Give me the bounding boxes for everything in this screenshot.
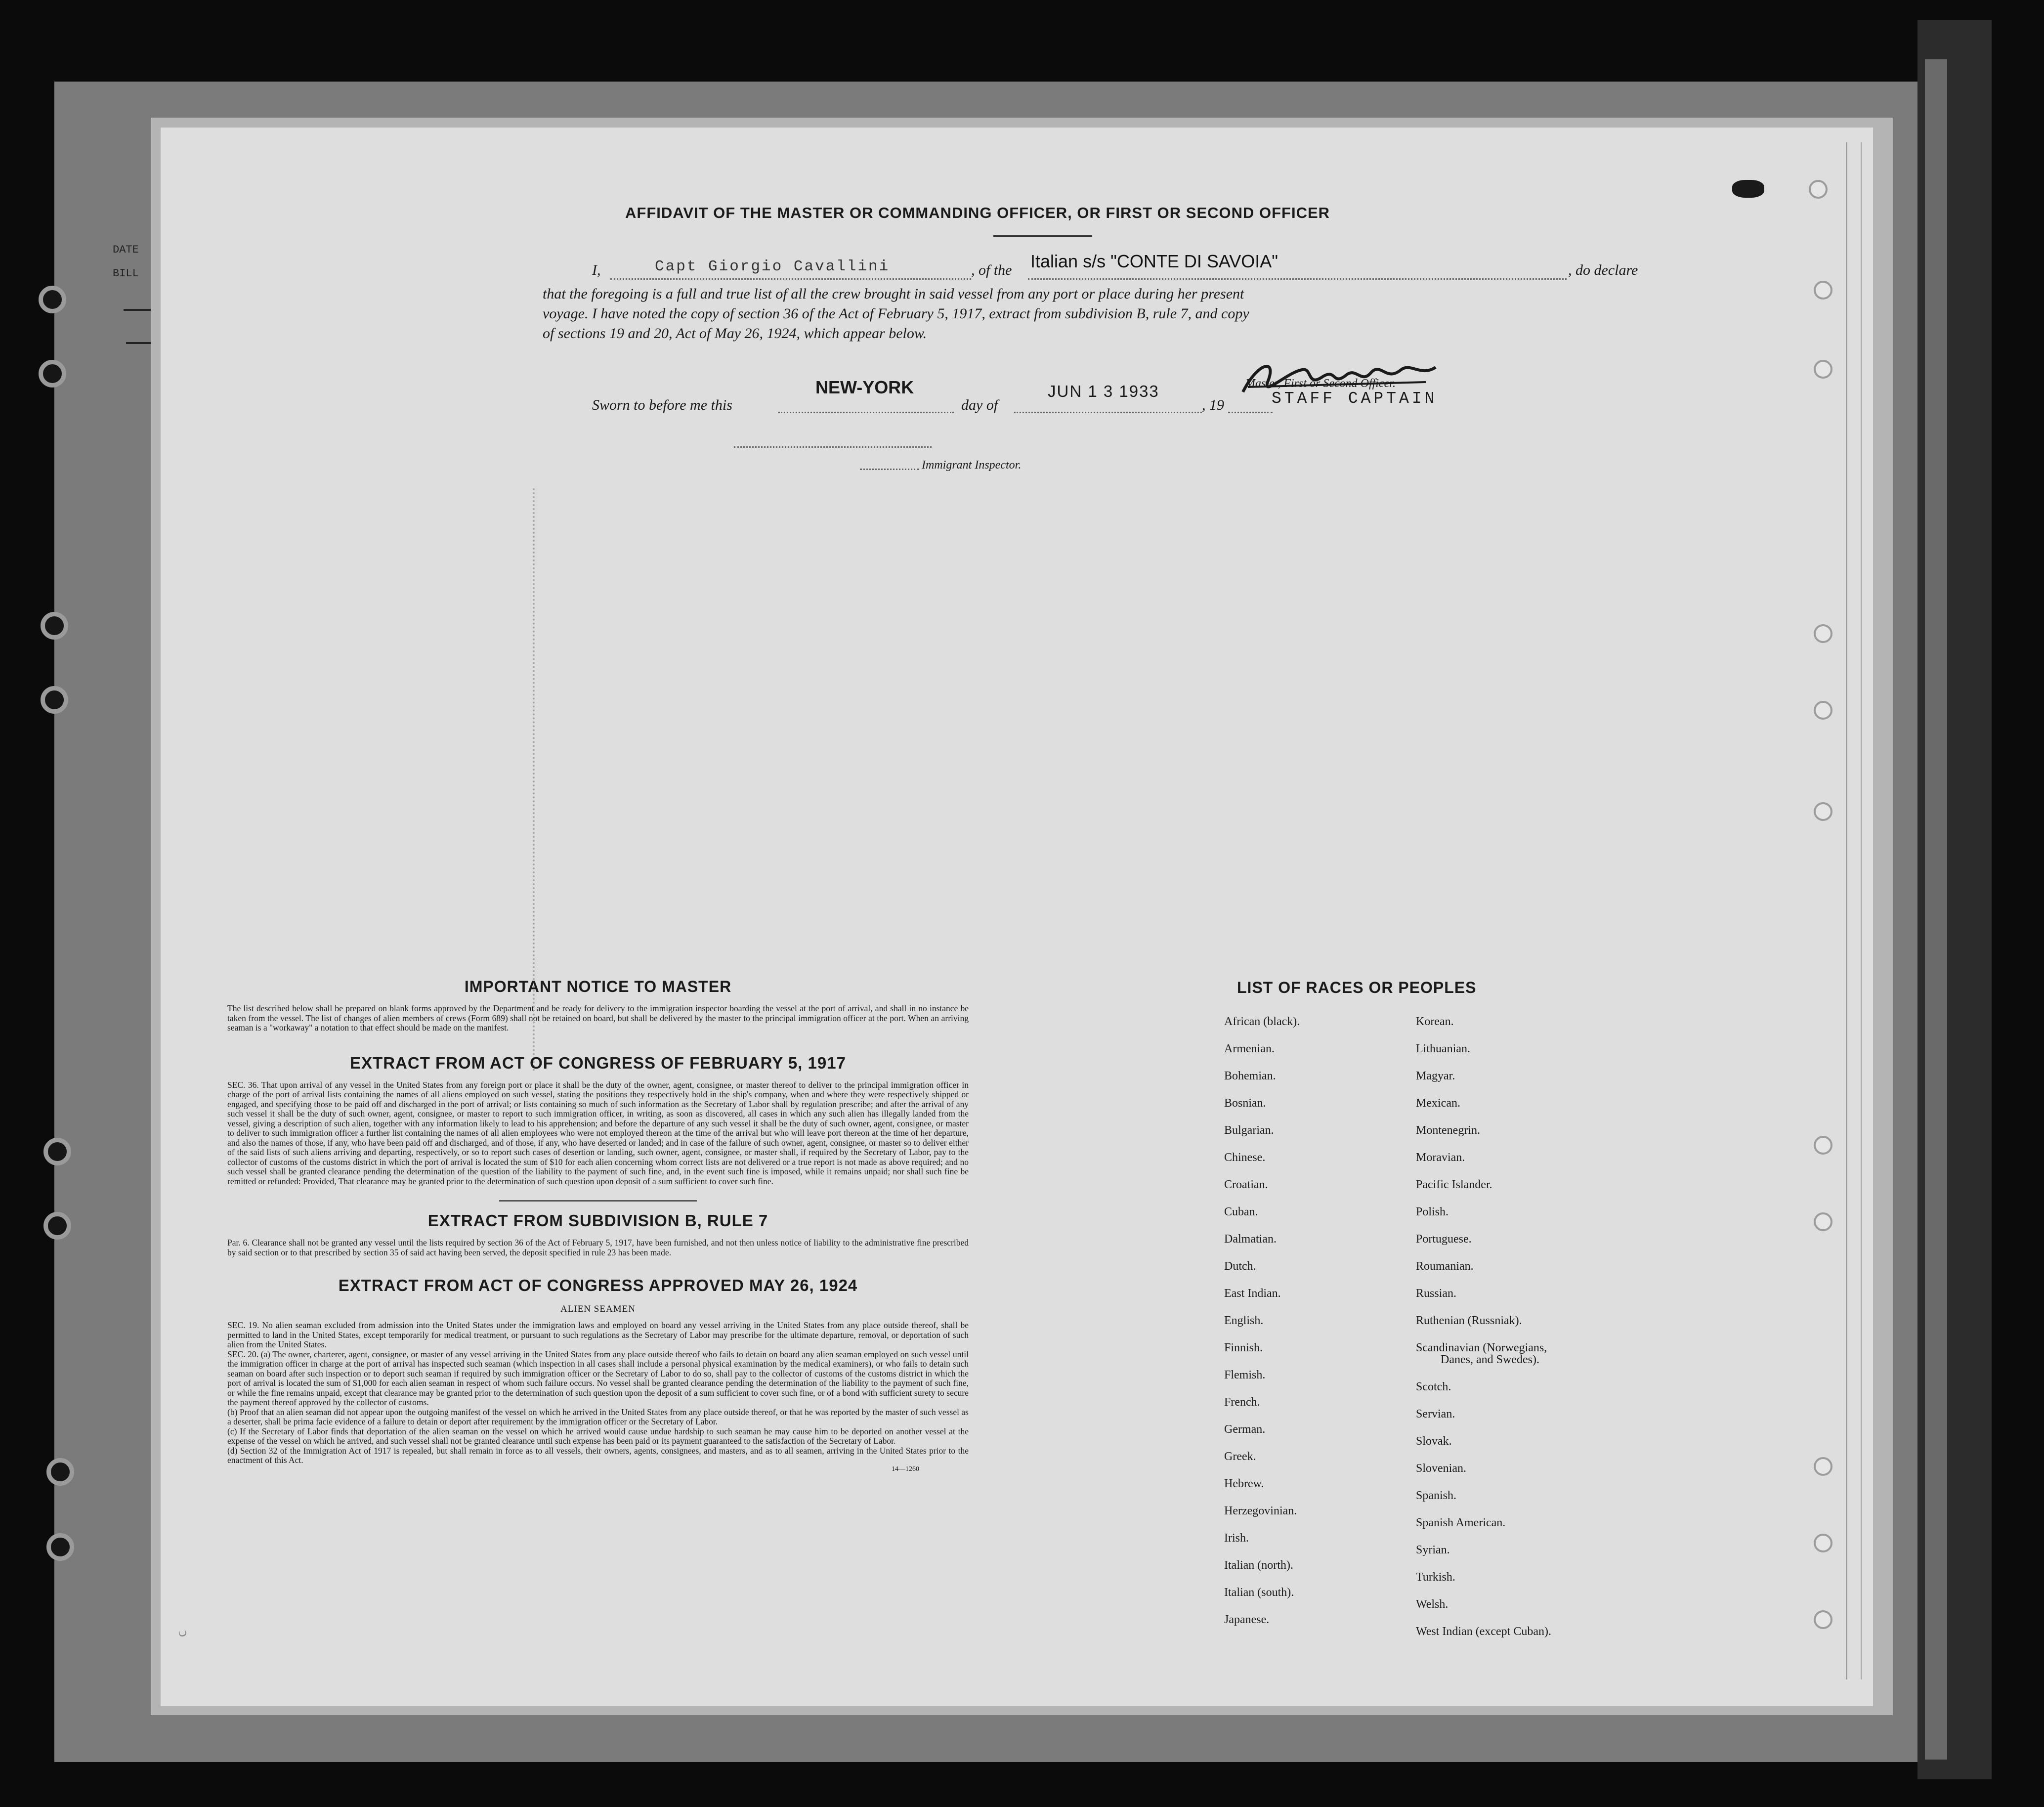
page-hole — [1814, 1610, 1832, 1629]
race-item: Bulgarian. — [1224, 1124, 1274, 1137]
race-item: Syrian. — [1416, 1544, 1450, 1556]
page-hole — [1814, 1534, 1832, 1552]
sworn-label: Sworn to before me this — [592, 397, 732, 413]
race-item: Mexican. — [1416, 1097, 1460, 1110]
binder-hole — [43, 1212, 71, 1240]
race-item: Turkish. — [1416, 1571, 1455, 1584]
race-item: Roumanian. — [1416, 1260, 1474, 1273]
race-item: Russian. — [1416, 1287, 1457, 1300]
date-stamp: JUN 1 3 1933 — [1048, 382, 1159, 400]
extract-1924-title: EXTRACT FROM ACT OF CONGRESS APPROVED MAY 26, 1924 — [338, 1276, 858, 1294]
binding-strip — [1925, 59, 1947, 1760]
race-item: Italian (south). — [1224, 1586, 1294, 1599]
year-line — [1228, 412, 1273, 413]
binder-hole — [46, 1458, 74, 1486]
extract-1924-subtitle: ALIEN SEAMEN — [560, 1304, 636, 1314]
race-item: Servian. — [1416, 1408, 1455, 1420]
declare-label: , do declare — [1568, 262, 1638, 278]
page-hole — [1814, 281, 1832, 300]
page-edge-line — [1846, 142, 1847, 1679]
sec20b-text: (b) Proof that an alien seaman did not appear upon the outgoing manifest of the vessel on which he arrived in the United States from any place outside thereof, or that he was reported by the master of such vessel as a deserter, shall be prima facie evidence of a failure to detain or deport after requirement by the immigration officer or the Secretary of Labor. — [227, 1407, 969, 1426]
race-item: Polish. — [1416, 1205, 1449, 1218]
extract-rule7-text: Par. 6. Clearance shall not be granted any vessel until the lists required by section 36 of the Act of February 5, 1917, have been furnished, and not then unless notice of liability to the administrative fine prescribed by said section or to that prescribed by section 35 of said act having been served, the deposit specified in rule 23 has been made. — [227, 1238, 969, 1257]
binder-hole — [39, 286, 66, 313]
race-item: Greek. — [1224, 1450, 1256, 1463]
race-item: West Indian (except Cuban). — [1416, 1625, 1551, 1638]
race-item: Armenian. — [1224, 1042, 1275, 1055]
race-item: East Indian. — [1224, 1287, 1281, 1300]
signature-caption: Master, First or Second Officer. — [1245, 377, 1396, 390]
race-item: Scotch. — [1416, 1380, 1451, 1393]
margin-rule — [124, 309, 153, 311]
race-item: Irish. — [1224, 1532, 1249, 1545]
race-item: Bohemian. — [1224, 1070, 1276, 1082]
race-item: Dalmatian. — [1224, 1233, 1277, 1246]
race-item: Spanish. — [1416, 1489, 1457, 1502]
title-rule — [993, 235, 1092, 237]
race-item: Welsh. — [1416, 1598, 1448, 1611]
race-item: African (black). — [1224, 1015, 1300, 1028]
page-edge-line — [1861, 142, 1862, 1679]
race-item: Japanese. — [1224, 1613, 1270, 1626]
race-item: Portuguese. — [1416, 1233, 1472, 1246]
binder-hole — [39, 360, 66, 387]
race-item: Magyar. — [1416, 1070, 1455, 1082]
race-item: Danes, and Swedes). — [1441, 1353, 1539, 1366]
race-item: Slovak. — [1416, 1435, 1452, 1448]
margin-note-bill: BILL — [113, 267, 139, 280]
race-item: Flemish. — [1224, 1369, 1266, 1381]
page-hole — [1814, 1136, 1832, 1155]
inspector-signature-line — [734, 446, 932, 448]
affidavit-prefix: I, — [592, 262, 601, 278]
race-item: Croatian. — [1224, 1178, 1268, 1191]
margin-note — [113, 238, 139, 286]
race-item: German. — [1224, 1423, 1266, 1436]
year-label: , 19 — [1202, 397, 1224, 413]
binder-hole — [41, 686, 68, 714]
margin-note-date: DATE — [113, 244, 139, 256]
sec19-text: SEC. 19. No alien seaman excluded from admission into the United States under the immigration laws and employed on board any vessel arriving in the United States from any place outside thereof, shall be permitted to land in the United States, except temporarily for medical treatment, or pursuant to such regulations as the Secretary of Labor may prescribe for the ultimate departure, removal, or deportation of such alien from the United States. — [227, 1320, 969, 1349]
vessel-stamp: Italian s/s "CONTE DI SAVOIA" — [1030, 251, 1278, 271]
extract-rule7-title: EXTRACT FROM SUBDIVISION B, RULE 7 — [427, 1211, 768, 1230]
sworn-line — [778, 412, 954, 413]
race-item: Lithuanian. — [1416, 1042, 1470, 1055]
inspector-caption-line — [860, 469, 919, 470]
race-item: Moravian. — [1416, 1151, 1465, 1164]
race-item: Finnish. — [1224, 1341, 1263, 1354]
page-hole — [1814, 1457, 1832, 1476]
officer-name: Capt Giorgio Cavallini — [655, 258, 890, 275]
race-item: Slovenian. — [1416, 1462, 1466, 1475]
binder-hole — [41, 612, 68, 640]
race-item: Korean. — [1416, 1015, 1454, 1028]
page-hole — [1814, 701, 1832, 720]
affidavit-body-line2: voyage. I have noted the copy of section 36 of the Act of February 5, 1917, extract from subdivision B, rule 7, and copy — [543, 305, 1249, 322]
race-item: Chinese. — [1224, 1151, 1266, 1164]
form-number: 14—1260 — [892, 1465, 919, 1473]
sec20c-text: (c) If the Secretary of Labor finds that deportation of the alien seaman on the vessel on which he arrived would cause undue hardship to such seaman he may cause him to be deported on another vessel at the expense of the vessel on which he arrived, and such vessel shall not be granted clearance until such expense has been paid or its payment guaranteed to the satisfaction of the Secretary of Labor. — [227, 1426, 969, 1446]
inspector-caption: Immigrant Inspector. — [922, 459, 1022, 472]
race-item: Pacific Islander. — [1416, 1178, 1492, 1191]
of-the-label: , of the — [971, 262, 1012, 278]
race-item: Cuban. — [1224, 1205, 1258, 1218]
race-item: Montenegrin. — [1416, 1124, 1480, 1137]
page-hole — [1814, 802, 1832, 821]
page-hole — [1814, 360, 1832, 379]
race-item: Herzegovinian. — [1224, 1505, 1297, 1517]
page-hole — [1809, 180, 1828, 199]
staff-captain-stamp: STAFF CAPTAIN — [1272, 389, 1438, 408]
race-item: Hebrew. — [1224, 1477, 1264, 1490]
page-hole — [1814, 1212, 1832, 1231]
page-hole — [1814, 624, 1832, 643]
binder-hole — [43, 1138, 71, 1165]
section-rule — [499, 1200, 697, 1202]
affidavit-title: AFFIDAVIT OF THE MASTER OR COMMANDING OFFICER, OR FIRST OR SECOND OFFICER — [625, 204, 1330, 221]
sec20d-text: (d) Section 32 of the Immigration Act of 1917 is repealed, but shall remain in force as to all vessels, their owners, agents, consignees, and masters, and as to all seamen, arriving in the United States prior to the enactment of this Act. — [227, 1445, 969, 1465]
notice-text: The list described below shall be prepared on blank forms approved by the Department and be ready for delivery to the immigration inspector boarding the vessel at the port of arrival, and shall in no instance be taken from the vessel. The list of changes of alien members of crews (Form 689) shall not be retained on board, but shall be delivered by the master to the principal immigration officer at the port. When an arriving seaman is a "workaway" a notation to that effect should be made on the manifest. — [227, 1003, 969, 1033]
race-item: Ruthenian (Russniak). — [1416, 1314, 1522, 1327]
race-item: Bosnian. — [1224, 1097, 1266, 1110]
manifest-page — [161, 128, 1873, 1706]
notice-section — [227, 978, 969, 1473]
ink-blot — [1732, 180, 1764, 198]
notice-title: IMPORTANT NOTICE TO MASTER — [464, 978, 732, 995]
extract-1917-title: EXTRACT FROM ACT OF CONGRESS OF FEBRUARY 5, 1917 — [350, 1053, 846, 1072]
race-item: English. — [1224, 1314, 1264, 1327]
race-item: French. — [1224, 1396, 1260, 1409]
affidavit-body-line3: of sections 19 and 20, Act of May 26, 1924, which appear below. — [543, 325, 927, 342]
binder-hole — [46, 1533, 74, 1561]
affidavit-body-line1: that the foregoing is a full and true list of all the crew brought in said vessel from any port or place during her present — [543, 286, 1244, 302]
day-of-label: day of — [961, 397, 998, 413]
name-line — [610, 278, 971, 280]
extract-1917-text: SEC. 36. That upon arrival of any vessel in the United States from any foreign port or place it shall be the duty of the owner, agent, consignee, or master thereof to deliver to the principal immigration officer in charge of the port of arrival lists containing the names of all aliens employed on such vessel, stating the positions they respectively hold in the ship's company, when and where they were respectively shipped or engaged, and specifying those to be paid off and discharged in the port of arrival; or lists containing so much of such information as the Secretary of Labor shall by regulation prescribe; and after the arrival of any such vessel it shall be the duty of such owner, agent, consignee, or master to report to such immigration officer, in writing, as soon as discovered, all cases in which any such alien has illegally landed from the vessel, giving a description of such alien, together with any information likely to lead to his apprehension; and before the departure of any such vessel it shall be the duty of such owner, agent, consignee, or master to deliver to such immigration officer a further list containing the names of all alien employees who were not employed thereon at the time of the arrival but who will leave port thereon at the time of her departure, and also the names of those, if any, who have been paid off and discharged, and of those, if any, who have deserted or landed; and in case of the failure of such owner, agent, consignee, or master so to deliver either of the said lists of such aliens arriving and departing, respectively, or so to report such cases of desertion or landing, such owner, agent, consignee, or master shall, if required by the Secretary of Labor, pay to the collector of customs of the customs district in which the port of arrival is located the sum of $10 for each alien concerning whom correct lists are not delivered or a true report is not made as above required; and no such vessel shall be granted clearance pending the determination of the question of the liability to the payment of such fine, and, in the event such fine is imposed, while it remains unpaid; nor shall such fine be remitted or refunded: Provided, That clearance may be granted prior to the determination of such question upon deposit of a sum sufficient to cover such fine. — [227, 1079, 969, 1186]
race-item: Scandinavian (Norwegians, — [1416, 1341, 1547, 1354]
sworn-place-stamp: NEW-YORK — [815, 377, 914, 397]
pencil-mark: ↄ — [175, 1629, 193, 1638]
race-item: Dutch. — [1224, 1260, 1256, 1273]
races-title: LIST OF RACES OR PEOPLES — [1237, 979, 1477, 996]
date-line — [1014, 412, 1202, 413]
race-item: Italian (north). — [1224, 1559, 1293, 1572]
vessel-line — [1028, 278, 1567, 280]
sec20a-text: SEC. 20. (a) The owner, charterer, agent, consignee, or master of any vessel arriving in the United States from any place outside thereof who fails to detain on board any alien seaman employed on such vessel until the immigration officer in charge at the port of arrival has inspected such seaman (which inspection in all cases shall include a personal physical examination by the medical examiners), or who fails to detain such seaman on board after such inspection or to deport such seaman if required by such immigration officer or the Secretary of Labor to do so, shall pay to the collector of customs of the customs district in which the port of arrival is located the sum of $1,000 for each alien seaman in respect of whom such failure occurs. No vessel shall be granted clearance pending the determination of the liability to the payment of such fine, or while the fine remains unpaid, except that clearance may be granted prior to the determination of such question upon the deposit of a sum sufficient to cover such fine, or of a bond with sufficient surety to secure the payment thereof approved by the collector of customs. — [227, 1349, 969, 1407]
race-item: Spanish American. — [1416, 1516, 1506, 1529]
